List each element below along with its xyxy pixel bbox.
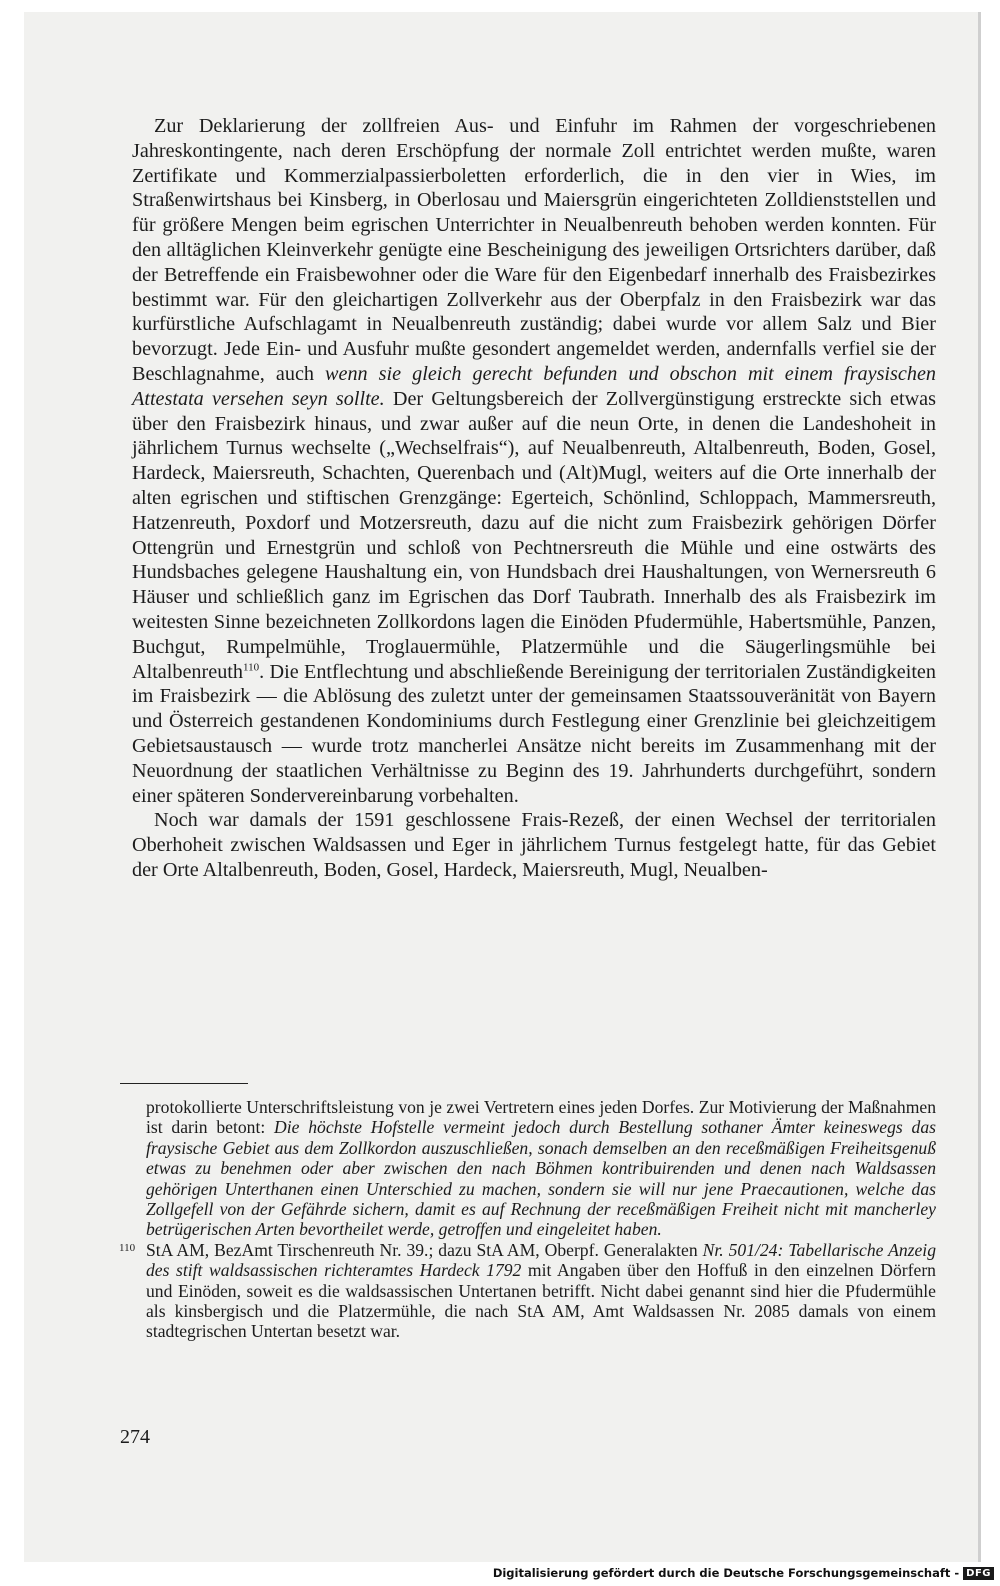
footnotes [119, 1097, 936, 1342]
paragraph-2: Noch war damals der 1591 geschlossene Frais-Rezeß, der einen Wechsel der territorialen Oberhoheit zwischen Waldsassen und Eger in jährlichem Turnus festgelegt hatte, für das Gebiet der Orte Altalbenreuth, Boden, Gosel, Hardeck, Maiersreuth, Mugl, Neualben- [132, 809, 936, 881]
text-run: Der Geltungsbereich der Zollvergünstigung erstreckte sich etwas über den Fraisbezirk hinaus, und zwar außer auf die neun Orte, in denen die Landeshoheit in jährlichem Turnus wechselte („Wechselfrais“), auf Neualbenreuth, Altalbenreuth, Boden, Gosel, Hardeck, Maiersreuth, Schachten, Querenbach und (Alt)Mugl, weiters auf die Orte innerhalb der alten egrischen und stiftischen Grenzgänge: Egerteich, Schönlind, Schloppach, Mammersreuth, Hatzenreuth, Poxdorf und Motzersreuth, dazu auf die nicht zum Fraisbezirk gehörigen Dörfer Ottengrün und Ernestgrün und schloß von Pechtnersreuth die Mühle und eine ostwärts des Hundsbaches gelegene Haushaltung ein, von Hundsbach drei Haushaltungen, von Wernersreuth 6 Häuser und schließlich ganz im Egrischen das Dorf Taubrath. Innerhalb des als Fraisbezirk im weitesten Sinne bezeichneten Zollkordons lagen die Einöden Pfudermühle, Habertsmühle, Panzen, Buchgut, Rumpelmühle, Troglauermühle, Platzermühle und die Säugerlingsmühle bei Altalbenreuth [132, 387, 936, 683]
main-text [132, 114, 936, 883]
text-run: StA AM, BezAmt Tirschenreuth Nr. 39.; dazu StA AM, Oberpf. Generalakten [146, 1239, 703, 1260]
text-run: Zur Deklarierung der zollfreien Aus- und Einfuhr im Rahmen der vorgeschriebenen Jahreskontingente, nach deren Erschöpfung der normale Zoll entrichtet werden mußte, waren Zertifikate und Kommerzialpassierboletten erforderlich, die in den vier in Wies, im Straßenwirtshaus bei Kinsberg, in Oberlosau und Maiersgrün eingerichteten Zolldienststellen und für größere Mengen beim egrischen Unterrichter in Neualbenreuth behoben werden konnten. Für den alltäglichen Kleinverkehr genügte eine Bescheinigung des jeweiligen Ortsrichters darüber, daß der Betreffende ein Fraisbewohner oder die Ware für den Eigenbedarf innerhalb des Fraisbezirkes bestimmt war. Für den gleichartigen Zollverkehr aus der Oberpfalz in den Fraisbezirk war das kurfürstliche Aufschlagamt in Neualbenreuth zuständig; dabei wurde vor allem Salz und Bier bevorzugt. Jede Ein- und Ausfuhr mußte gesondert angemeldet werden, andernfalls verfiel sie der Beschlagnahme, auch [132, 115, 936, 385]
footnote-number: 110 [119, 1241, 136, 1254]
digitization-credit [493, 1563, 994, 1583]
paragraph-1 [132, 114, 936, 808]
footnote-continuation [146, 1097, 936, 1240]
credit-text: Digitalisierung gefördert durch die Deutsche Forschungsgemeinschaft - [492, 1566, 960, 1580]
italic-quote: Die höchste Hofstelle vermeint jedoch durch Bestellung sothaner Ämter keineswegs das fraysische Gebiet aus dem Zollkordon auszuschließen, sonach demselben an den receßmäßigen Freiheitsgenuß etwas zu benehmen oder aber zwischen den nach Böhmen kontribuirenden und denen nach Waldsassen gehörigen Unterthanen einen Unterschied zu machen, sondern sie will nur jene Praecautionen, welche das Zollgefell von der Gefährde sichern, damit es auf Rechnung der receßmäßigen Freiheit nicht mit mancherley betrügerischen Arten bevortheilet werde, getroffen und eingeleitet haben. [146, 1117, 936, 1240]
text-run: . Die Entflechtung und abschließende Bereinigung der territorialen Zuständigkeiten im Fraisbezirk — die Ablösung des zuletzt unter der gemeinsamen Staatssouveränität von Bayern und Österreich gestandenen Kondominiums durch Festlegung einer Grenzlinie bei gleichzeitigem Gebietsaustausch — wurde trotz mancherlei Ansätze nicht bereits im Zusammenhang mit der Neuordnung der staatlichen Verhältnisse zu Beginn des 19. Jahrhunderts durchgeführt, sondern einer späteren Sondervereinbarung vorbehalten. [132, 660, 936, 807]
footnote-separator [120, 1083, 248, 1084]
page-number: 274 [120, 1426, 150, 1448]
footnote-110 [119, 1239, 936, 1342]
text-run: protokollierte Unterschriftsleistung von je zwei Vertretern eines jeden Dorfes. Zur Motivierung der Maßnahmen ist darin betont: [146, 1097, 936, 1138]
italic-quote: wenn sie gleich gerecht befunden und obschon mit einem fraysischen Attestata versehen seyn sollte. [132, 362, 936, 410]
footnote-110-text [146, 1240, 936, 1342]
text-run: mit Angaben über den Hoffuß in den einzelnen Dörfern und Einöden, soweit es die waldsassischen Untertanen betrifft. Nicht dabei genannt sind hier die Pfudermühle als kinsbergisch und die Platzermühle, die nach StA AM, Amt Waldsassen Nr. 2085 damals von einem stadtegrischen Untertan besetzt war. [146, 1260, 936, 1342]
italic-quote: Nr. 501/24: Tabellarische Anzeig des stift waldsassischen richteramtes Hardeck 1792 [146, 1239, 936, 1281]
footnote-ref: 110 [243, 660, 260, 673]
dfg-logo: DFG [963, 1567, 994, 1580]
